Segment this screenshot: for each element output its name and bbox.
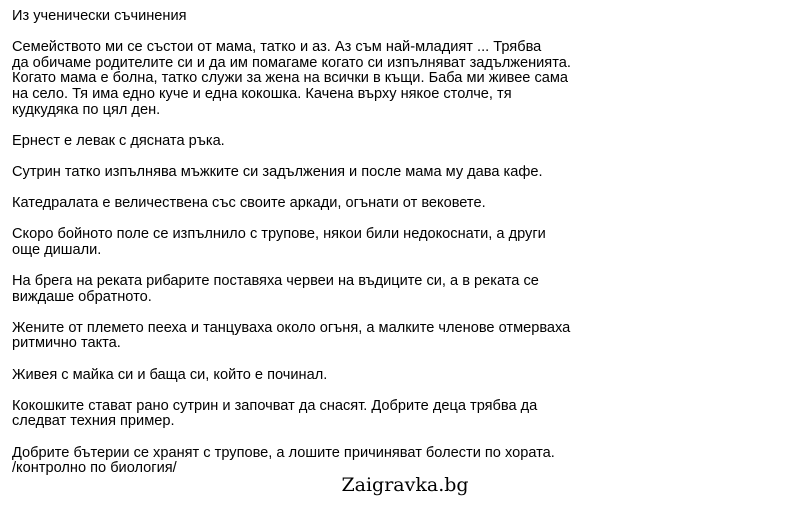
paragraph-hens: Кокошките стават рано сутрин и започват да снасят. Добрите деца трябва да следват техния пример.: [12, 397, 538, 430]
paragraph-ernest: Ернест е левак с дясната ръка.: [12, 132, 225, 149]
site-watermark: Zaigravka.bg: [341, 474, 469, 496]
document-title: Из ученически съчинения: [12, 8, 187, 24]
paragraph-cathedral: Катедралата е величествена със своите аркади, огънати от вековете.: [12, 195, 486, 212]
paragraph-battlefield: Скоро бойното поле се изпълнило с трупове, някои били недокоснати, а други още дишали.: [12, 226, 546, 258]
paragraph-morning-father: Сутрин татко изпълнява мъжките си задължения и после мама му дава кафе.: [12, 163, 543, 180]
paragraph-tribe-women: Жените от племето пееха и танцуваха около огъня, а малките членове отмерваха ритмично такта.: [12, 319, 571, 352]
document-body: [12, 9, 792, 477]
paragraph-river-fishermen: На брега на реката рибарите поставяха червеи на въдиците си, а в реката се виждаше обратното.: [12, 273, 539, 305]
paragraph-parents: Живея с майка си и баща си, който е починал.: [12, 366, 328, 383]
paragraph-family: Семейството ми се състои от мама, татко и аз. Аз съм най-младият ... Трябва да обичаме родителите си и да им помагаме когато си изпълняват задълженията. Когато мама е болна, татко служи за жена на всички в къщи. Баба ми живее сама на село. Тя има едно куче и една кокошка. Качена върху някое столче, тя кудкудяка по цял ден.: [12, 39, 571, 118]
paragraph-bacteria: Добрите бътерии се хранят с трупове, а лошите причиняват болести по хората. /контролно по биология/: [12, 444, 555, 477]
